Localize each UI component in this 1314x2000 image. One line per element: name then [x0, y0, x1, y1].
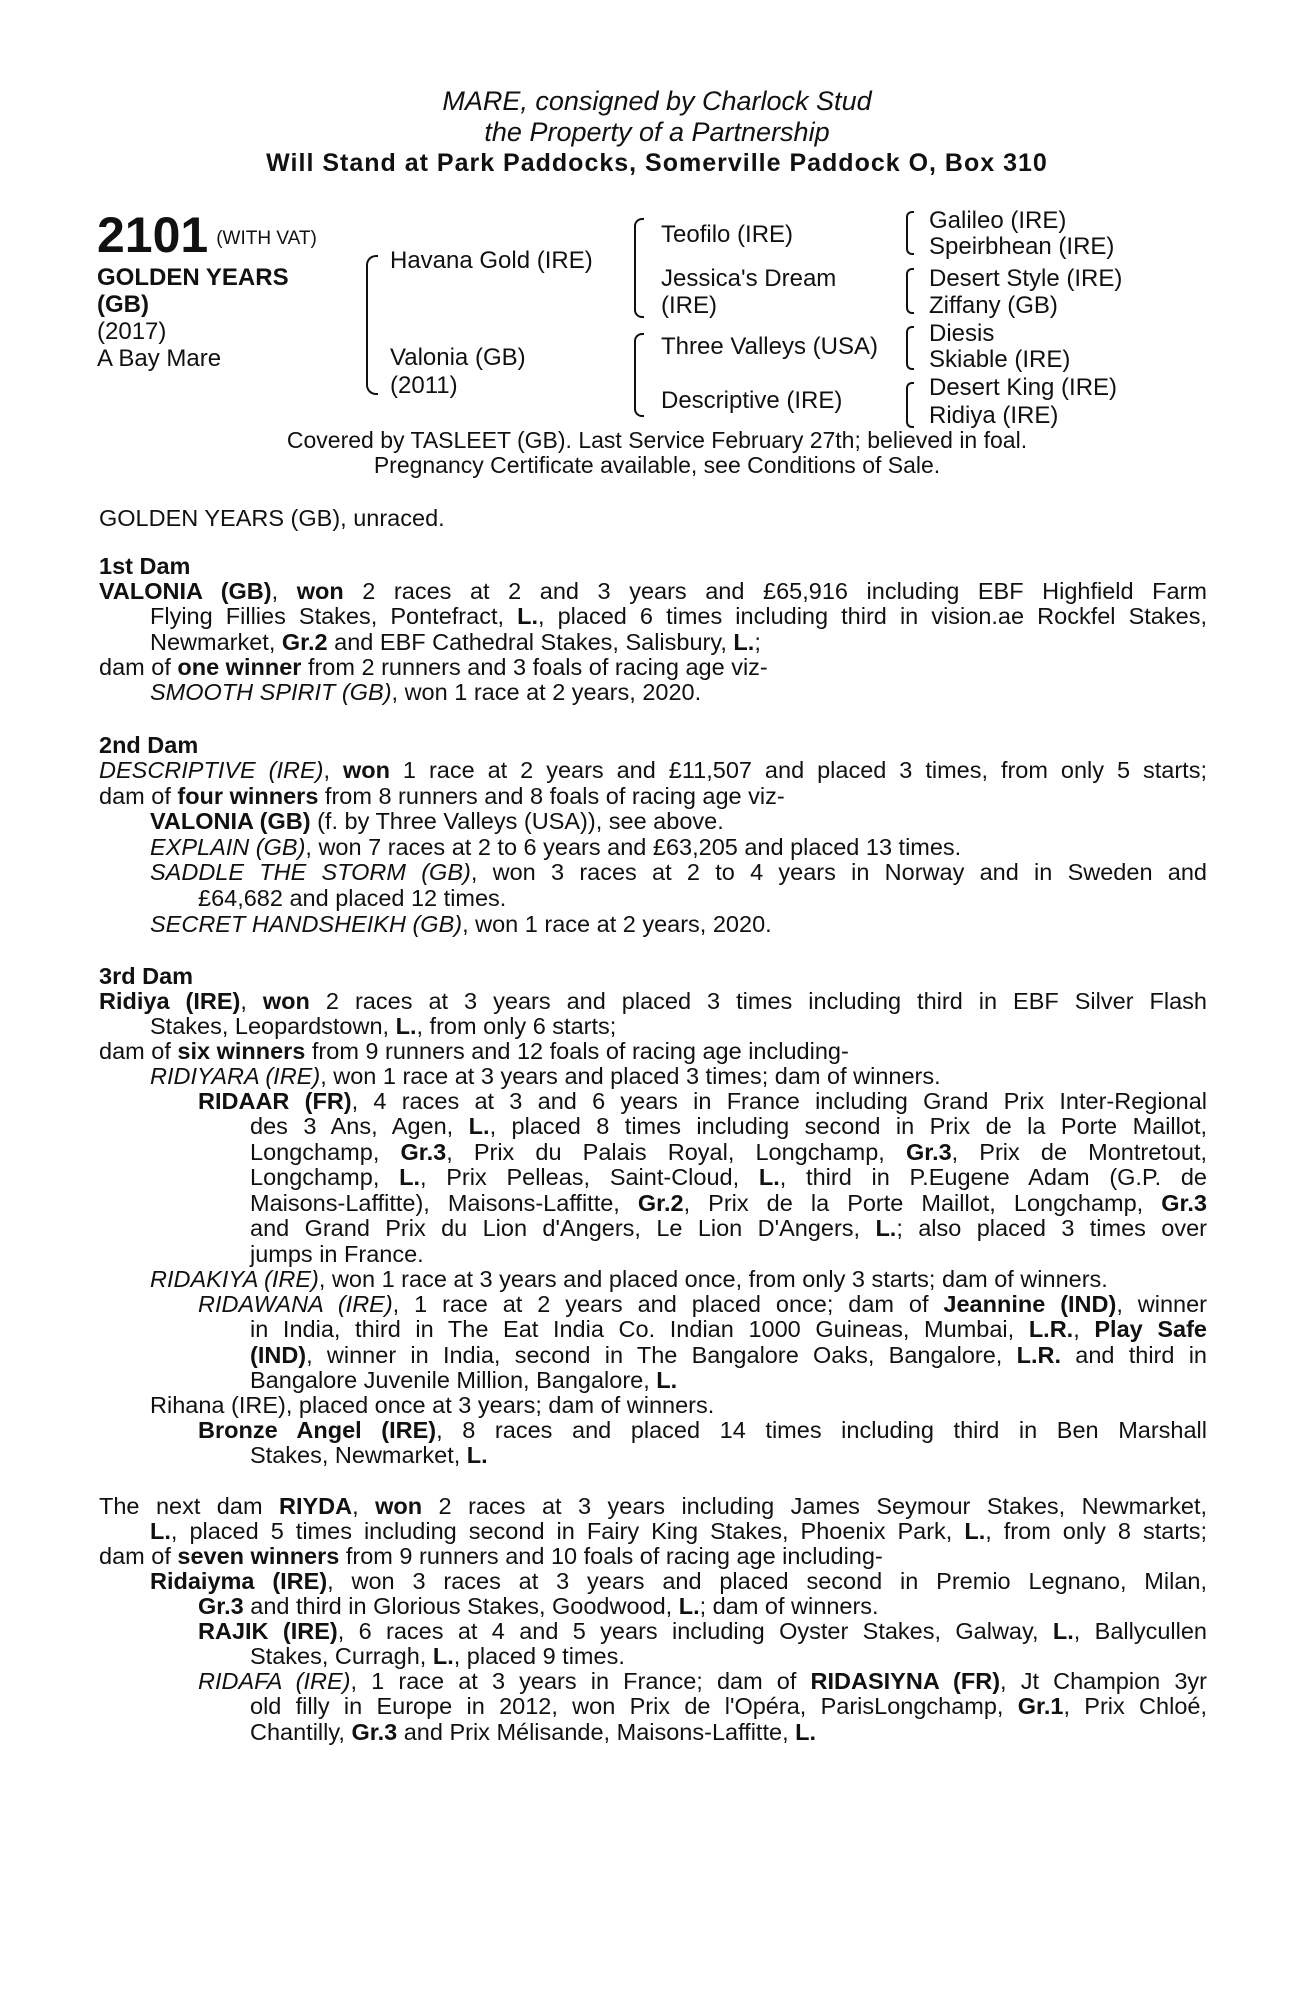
pedigree-bracket-ds	[906, 326, 914, 370]
next-dam-entry: The next dam RIYDA, won 2 races at 3 years including James Seymour Stakes, Newmarket,	[99, 1493, 1208, 1519]
second-dam-heading: 2nd Dam	[99, 732, 199, 758]
third-dam-ridaar: RIDAAR (FR), 4 races at 3 and 6 years in France including Grand Prix Inter-Regional	[198, 1088, 1208, 1114]
first-dam-entry-cont: Flying Fillies Stakes, Pontefract, L., placed 6 times including third in vision.ae Rockfel Stakes, Newmarket, Gr.2 and EBF Cathedral Stakes, Salisbury, L.;	[150, 603, 1207, 655]
horse-name: GOLDEN YEARS	[97, 264, 289, 291]
pedigree-sds: Desert Style (IRE)	[929, 265, 1123, 292]
horse-year: (2017)	[97, 318, 167, 345]
lot-number-block	[97, 207, 317, 263]
pedigree-sire-sire: Teofilo (IRE)	[661, 221, 794, 248]
next-dam-produce-line: dam of seven winners from 9 runners and 10 foals of racing age including-	[99, 1543, 883, 1569]
horse-country: (GB)	[97, 291, 149, 318]
pedigree-sire: Havana Gold (IRE)	[390, 247, 593, 274]
next-dam-ridafa: RIDAFA (IRE), 1 race at 3 years in France; dam of RIDASIYNA (FR), Jt Champion 3yr	[198, 1668, 1207, 1694]
pedigree-ddd: Ridiya (IRE)	[929, 402, 1059, 429]
pedigree-dss: Diesis	[929, 320, 995, 347]
next-dam-ridaiyma: Ridaiyma (IRE), won 3 races at 3 years and placed second in Premio Legnano, Milan,	[150, 1568, 1207, 1594]
pedigree-bracket-ss	[906, 211, 914, 255]
unraced-line: GOLDEN YEARS (GB), unraced.	[99, 505, 445, 531]
pedigree-sire-dam-country: (IRE)	[661, 292, 717, 319]
second-dam-foal-last: SECRET HANDSHEIKH (GB), won 1 race at 2 years, 2020.	[150, 911, 772, 937]
pedigree-dds: Desert King (IRE)	[929, 374, 1118, 401]
third-dam-rihana: Rihana (IRE), placed once at 3 years; dam of winners.	[150, 1392, 715, 1418]
covered-note: Covered by TASLEET (GB). Last Service February 27th; believed in foal.	[286, 427, 1028, 453]
second-dam-foals: VALONIA (GB) (f. by Three Valleys (USA)), see above. EXPLAIN (GB), won 7 races at 2 to 6 years and £63,205 and placed 13 times. SADDLE THE STORM (GB), won 3 races at 2 to 4 years in Norway and in Sweden and	[150, 808, 1207, 885]
third-dam-entry: Ridiya (IRE), won 2 races at 3 years and placed 3 times including third in EBF Silver Flash	[99, 988, 1207, 1014]
third-dam-entry-cont: Stakes, Leopardstown, L., from only 6 starts;	[150, 1013, 617, 1039]
pedigree-dam-dam: Descriptive (IRE)	[661, 387, 843, 414]
stand-location-line: Will Stand at Park Paddocks, Somerville Paddock O, Box 310	[266, 149, 1048, 177]
next-dam-entry-cont: L., placed 5 times including second in Fairy King Stakes, Phoenix Park, L., from only 8 starts;	[150, 1518, 1207, 1544]
pedigree-sire-dam: Jessica's Dream	[661, 265, 837, 292]
pedigree-dam-year: (2011)	[390, 372, 458, 399]
first-dam-entry: VALONIA (GB), won 2 races at 2 and 3 years and £65,916 including EBF Highfield Farm	[99, 578, 1207, 604]
pedigree-bracket-dam	[634, 333, 644, 417]
third-dam-ridawana-cont: in India, third in The Eat India Co. Indian 1000 Guineas, Mumbai, L.R., Play Safe (IND), winner in India, second in The Bangalore Oaks, Bangalore, L.R. and third in Bangalore Juvenile Million, Bangalore, L.	[250, 1316, 1207, 1393]
horse-description: A Bay Mare	[97, 345, 222, 372]
pedigree-bracket-sd	[906, 268, 914, 314]
first-dam-foal: SMOOTH SPIRIT (GB), won 1 race at 2 years, 2020.	[150, 679, 702, 705]
pedigree-bracket-main	[366, 255, 378, 395]
third-dam-ridawana: RIDAWANA (IRE), 1 race at 2 years and placed once; dam of Jeannine (IND), winner	[198, 1291, 1207, 1317]
pedigree-dam-sire: Three Valleys (USA)	[661, 333, 878, 360]
third-dam-bronze-angel-cont: Stakes, Newmarket, L.	[250, 1442, 488, 1468]
consignor-line: MARE, consigned by Charlock Stud	[442, 86, 872, 116]
property-line: the Property of a Partnership	[484, 117, 830, 147]
next-dam-ridafa-cont: old filly in Europe in 2012, won Prix de l'Opéra, ParisLongchamp, Gr.1, Prix Chloé, Chantilly, Gr.3 and Prix Mélisande, Maisons-Laffitte, L.	[250, 1693, 1207, 1745]
third-dam-heading: 3rd Dam	[99, 963, 194, 989]
second-dam-entry: DESCRIPTIVE (IRE), won 1 race at 2 years and £11,507 and placed 3 times, from only 5 starts; dam of four winners from 8 runners and 8 foals of racing age viz-	[99, 757, 1207, 809]
first-dam-produce-line: dam of one winner from 2 runners and 3 foals of racing age viz-	[99, 654, 768, 680]
pedigree-dsd: Skiable (IRE)	[929, 346, 1071, 373]
first-dam-heading: 1st Dam	[99, 553, 191, 579]
pedigree-bracket-dd	[906, 382, 914, 428]
pedigree-dam: Valonia (GB)	[390, 344, 526, 371]
third-dam-produce-line: dam of six winners from 9 runners and 12 foals of racing age including-	[99, 1038, 849, 1064]
third-dam-ridiyara: RIDIYARA (IRE), won 1 race at 3 years and placed 3 times; dam of winners.	[150, 1063, 941, 1089]
third-dam-bronze-angel: Bronze Angel (IRE), 8 races and placed 14 times including third in Ben Marshall	[198, 1417, 1208, 1443]
second-dam-foal-cont: £64,682 and placed 12 times.	[198, 885, 507, 911]
third-dam-ridakiya: RIDAKIYA (IRE), won 1 race at 3 years and placed once, from only 3 starts; dam of winners.	[150, 1266, 1108, 1292]
next-dam-ridaiyma-cont: Gr.3 and third in Glorious Stakes, Goodwood, L.; dam of winners.	[198, 1593, 879, 1619]
next-dam-rajik-cont: Stakes, Curragh, L., placed 9 times.	[250, 1643, 625, 1669]
pedigree-sdd: Ziffany (GB)	[929, 292, 1058, 319]
lot-number: 2101	[97, 207, 209, 263]
next-dam-rajik: RAJIK (IRE), 6 races at 4 and 5 years including Oyster Stakes, Galway, L., Ballycullen	[198, 1618, 1207, 1644]
third-dam-ridaar-cont: des 3 Ans, Agen, L., placed 8 times including second in Prix de la Porte Maillot, Longchamp, Gr.3, Prix du Palais Royal, Longchamp, Gr.3, Prix de Montretout, Longchamp, L., Prix Pelleas, Saint-Cloud, L., third in P.Eugene Adam (G.P. de Maisons-Laffitte), Maisons-Laffitte, Gr.2, Prix de la Porte Maillot, Longchamp, Gr.3 and Grand Prix du Lion d'Angers, Le Lion D'Angers, L.; also placed 3 times over jumps in France.	[250, 1113, 1208, 1267]
pedigree-sss: Galileo (IRE)	[929, 207, 1067, 234]
certificate-note: Pregnancy Certificate available, see Conditions of Sale.	[373, 452, 941, 478]
pedigree-ssd: Speirbhean (IRE)	[929, 233, 1115, 260]
pedigree-bracket-sire	[634, 218, 644, 318]
vat-note: (WITH VAT)	[216, 228, 317, 249]
